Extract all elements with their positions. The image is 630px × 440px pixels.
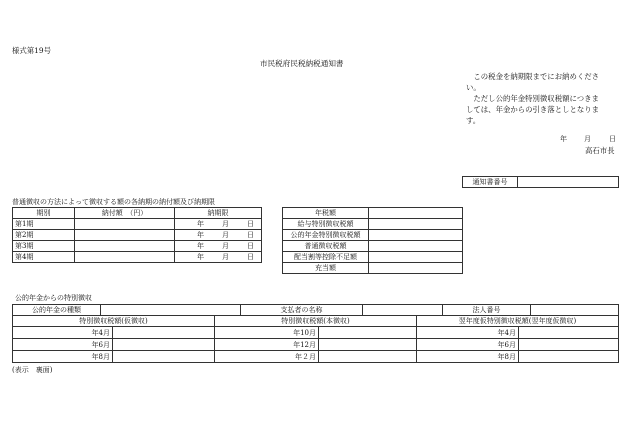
summary-label: 年税額 [283,208,369,219]
period-header: 期別 [13,208,75,219]
amount-cell [519,339,619,351]
date-year-label: 年 [560,135,567,143]
notice-number-label: 通知書番号 [463,177,518,188]
form-number: 様式第19号 [12,46,51,55]
month-cell: 年２月 [215,351,319,363]
amount-cell [75,241,175,252]
summary-value [369,208,463,219]
notice-line: ただし公的年金特別徴収税額につきま [466,94,599,103]
amount-cell [113,339,215,351]
amount-cell [519,327,619,339]
pension-type-label: 公的年金の種類 [13,305,101,316]
summary-value [369,252,463,263]
due-date-cell: 年 月 日 [175,252,262,263]
notice-number-value [518,177,619,188]
summary-label: 充当額 [283,263,369,274]
table-row [13,230,262,241]
table-row [13,327,619,339]
amount-cell [113,351,215,363]
pension-section-heading: 公的年金からの特別徴収 [15,294,92,302]
month-cell: 年8月 [13,351,113,363]
table-row [283,252,463,263]
tax-summary-table [282,207,463,274]
footer-note: (表示 裏面) [12,366,53,374]
summary-label: 給与特別徴収税額 [283,219,369,230]
table-row [13,252,262,263]
table-row [13,241,262,252]
ordinary-payment-table [12,207,262,263]
period-cell: 第2期 [13,230,75,241]
notice-number-table [462,176,619,188]
date-month-label: 月 [584,135,591,143]
month-cell: 年6月 [13,339,113,351]
provisional-header: 特別徴収税額(仮徴収) [13,316,215,327]
summary-label: 配当割等控除不足額 [283,252,369,263]
amount-cell [113,327,215,339]
amount-cell [319,339,417,351]
due-date-cell: 年 月 日 [175,219,262,230]
table-row [283,219,463,230]
notice-line: しては、年金からの引き落としとなりま [466,105,600,114]
issuer-name: 高石市長 [585,146,615,155]
summary-value [369,230,463,241]
payment-notice [466,71,618,126]
period-cell: 第3期 [13,241,75,252]
month-cell: 年6月 [417,339,519,351]
table-row [13,219,262,230]
month-cell: 年4月 [13,327,113,339]
due-date-header: 納期限 [175,208,262,219]
table-row [283,230,463,241]
pension-withholding-table [12,315,619,363]
page-title: 市民税府民税納税通知書 [260,59,344,68]
ordinary-section-heading: 普通徴収の方法によって徴収する額の各納期の納付額及び納期限 [12,198,215,206]
table-row [13,351,619,363]
amount-header: 納付額 （円） [75,208,175,219]
month-cell: 年12月 [215,339,319,351]
summary-value [369,219,463,230]
amount-cell [75,252,175,263]
amount-cell [519,351,619,363]
period-cell: 第4期 [13,252,75,263]
amount-cell [75,219,175,230]
amount-cell [319,327,417,339]
date-day-label: 日 [609,135,616,143]
period-cell: 第1期 [13,219,75,230]
due-date-cell: 年 月 日 [175,230,262,241]
payer-name-label: 支払者の名称 [241,305,363,316]
next-year-header: 翌年度仮特別徴収税額(翌年度仮徴収) [417,316,619,327]
main-header: 特別徴収税額(本徴収) [215,316,417,327]
notice-line: す。 [466,116,481,125]
month-cell: 年4月 [417,327,519,339]
month-cell: 年8月 [417,351,519,363]
payer-name-value [363,305,443,316]
pension-type-value [101,305,241,316]
table-row [13,339,619,351]
table-row [283,208,463,219]
amount-cell [75,230,175,241]
due-date-cell: 年 月 日 [175,241,262,252]
summary-label: 公的年金特別徴収税額 [283,230,369,241]
table-row [283,241,463,252]
corp-number-value [531,305,619,316]
summary-value [369,263,463,274]
corp-number-label: 法人番号 [443,305,531,316]
summary-label: 普通徴収税額 [283,241,369,252]
summary-value [369,241,463,252]
notice-line: い。 [466,83,481,92]
month-cell: 年10月 [215,327,319,339]
table-row [283,263,463,274]
amount-cell [319,351,417,363]
notice-line: この税金を納期限までにお納めくださ [466,72,600,81]
